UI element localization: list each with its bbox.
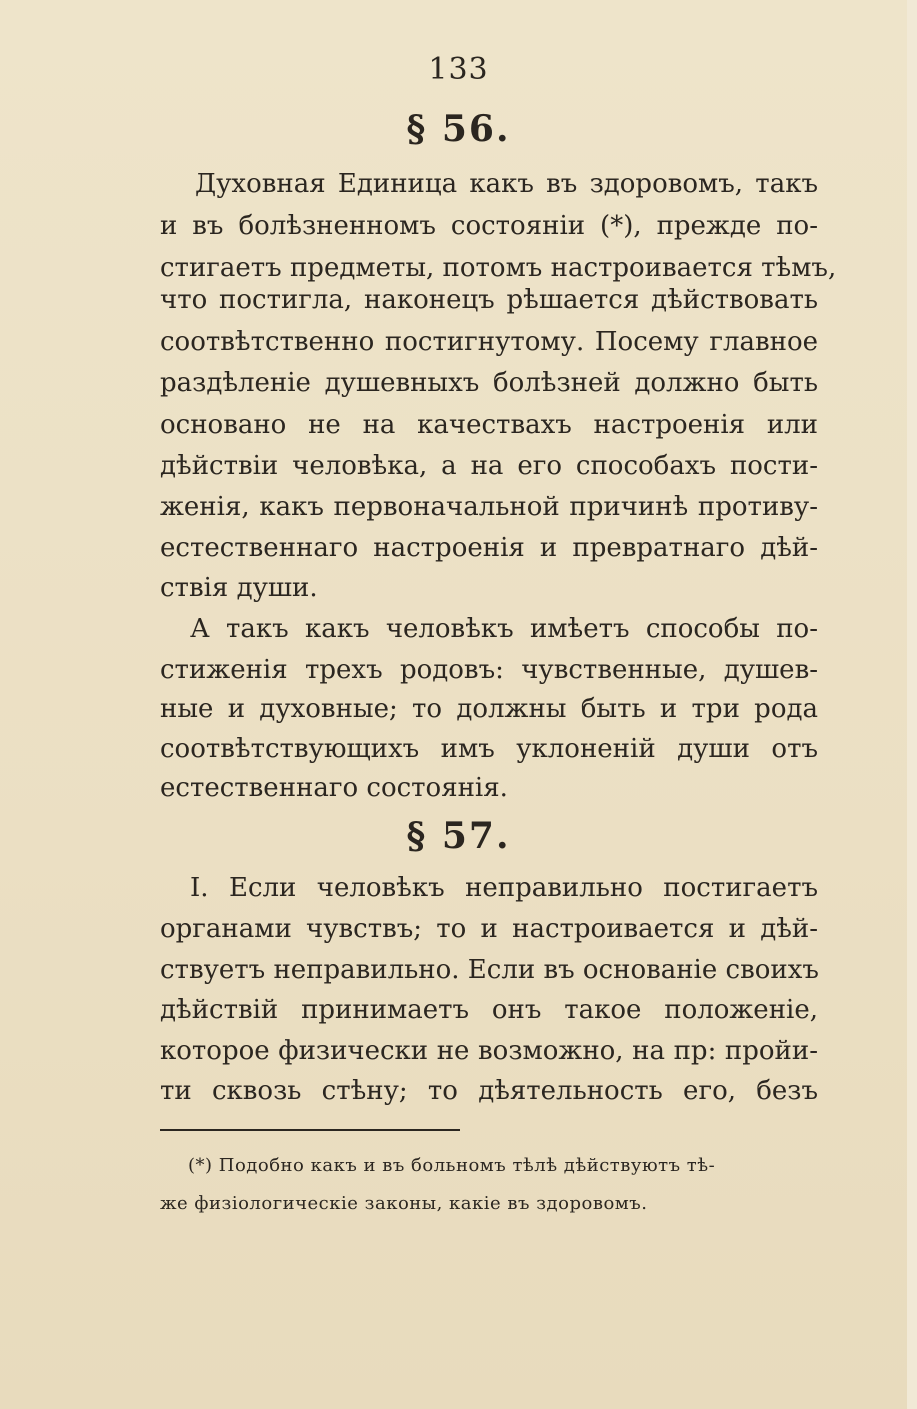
text-line: естественнаго настроенія и превратнаго дѣй- xyxy=(160,533,818,563)
text-line: которое физически не возможно, на пр: пройи- xyxy=(160,1036,818,1066)
page-number: 133 xyxy=(428,52,489,87)
text-line: А такъ какъ человѣкъ имѣетъ способы по- xyxy=(190,614,818,644)
text-line: дѣйствіи человѣка, а на его способахъ пости- xyxy=(160,451,818,481)
text-line: ные и духовные; то должны быть и три рода xyxy=(160,694,818,724)
text-line: женія, какъ первоначальной причинѣ противу- xyxy=(160,492,818,522)
text-line: естественнаго состоянія. xyxy=(160,773,508,803)
section-heading-56: § 56. xyxy=(406,108,511,150)
page-edge xyxy=(907,0,917,1409)
footnote-line: (*) Подобно какъ и въ больномъ тѣлѣ дѣйствуютъ тѣ- xyxy=(188,1155,716,1176)
text-line: стигаетъ предметы, потомъ настроивается тѣмъ, xyxy=(160,253,837,283)
text-line: соотвѣтственно постигнутому. Посему главное xyxy=(160,327,818,357)
footnote-rule xyxy=(160,1129,460,1131)
text-line: ствія души. xyxy=(160,573,318,603)
text-line: основано не на качествахъ настроенія или xyxy=(160,410,818,440)
text-line: дѣйствій принимаетъ онъ такое положеніе, xyxy=(160,995,818,1025)
text-line: органами чувствъ; то и настроивается и дѣй- xyxy=(160,914,818,944)
text-line: соотвѣтствующихъ имъ уклоненій души отъ xyxy=(160,734,818,764)
text-line: раздѣленіе душевныхъ болѣзней должно быть xyxy=(160,368,818,398)
text-line: Духовная Единица какъ въ здоровомъ, такъ xyxy=(195,169,818,199)
text-line: I. Если человѣкъ неправильно постигаетъ xyxy=(190,873,818,903)
footnote-line: же физіологическіе законы, какіе въ здоровомъ. xyxy=(160,1193,648,1214)
text-line: ти сквозь стѣну; то дѣятельность его, безъ xyxy=(160,1076,818,1106)
text-line: и въ болѣзненномъ состояніи (*), прежде по- xyxy=(160,211,818,241)
text-line: ствуетъ неправильно. Если въ основаніе своихъ xyxy=(160,955,819,985)
text-line: стиженія трехъ родовъ: чувственные, душев- xyxy=(160,655,818,685)
text-line: что постигла, наконецъ рѣшается дѣйствовать xyxy=(160,285,818,315)
section-heading-57: § 57. xyxy=(406,815,511,857)
